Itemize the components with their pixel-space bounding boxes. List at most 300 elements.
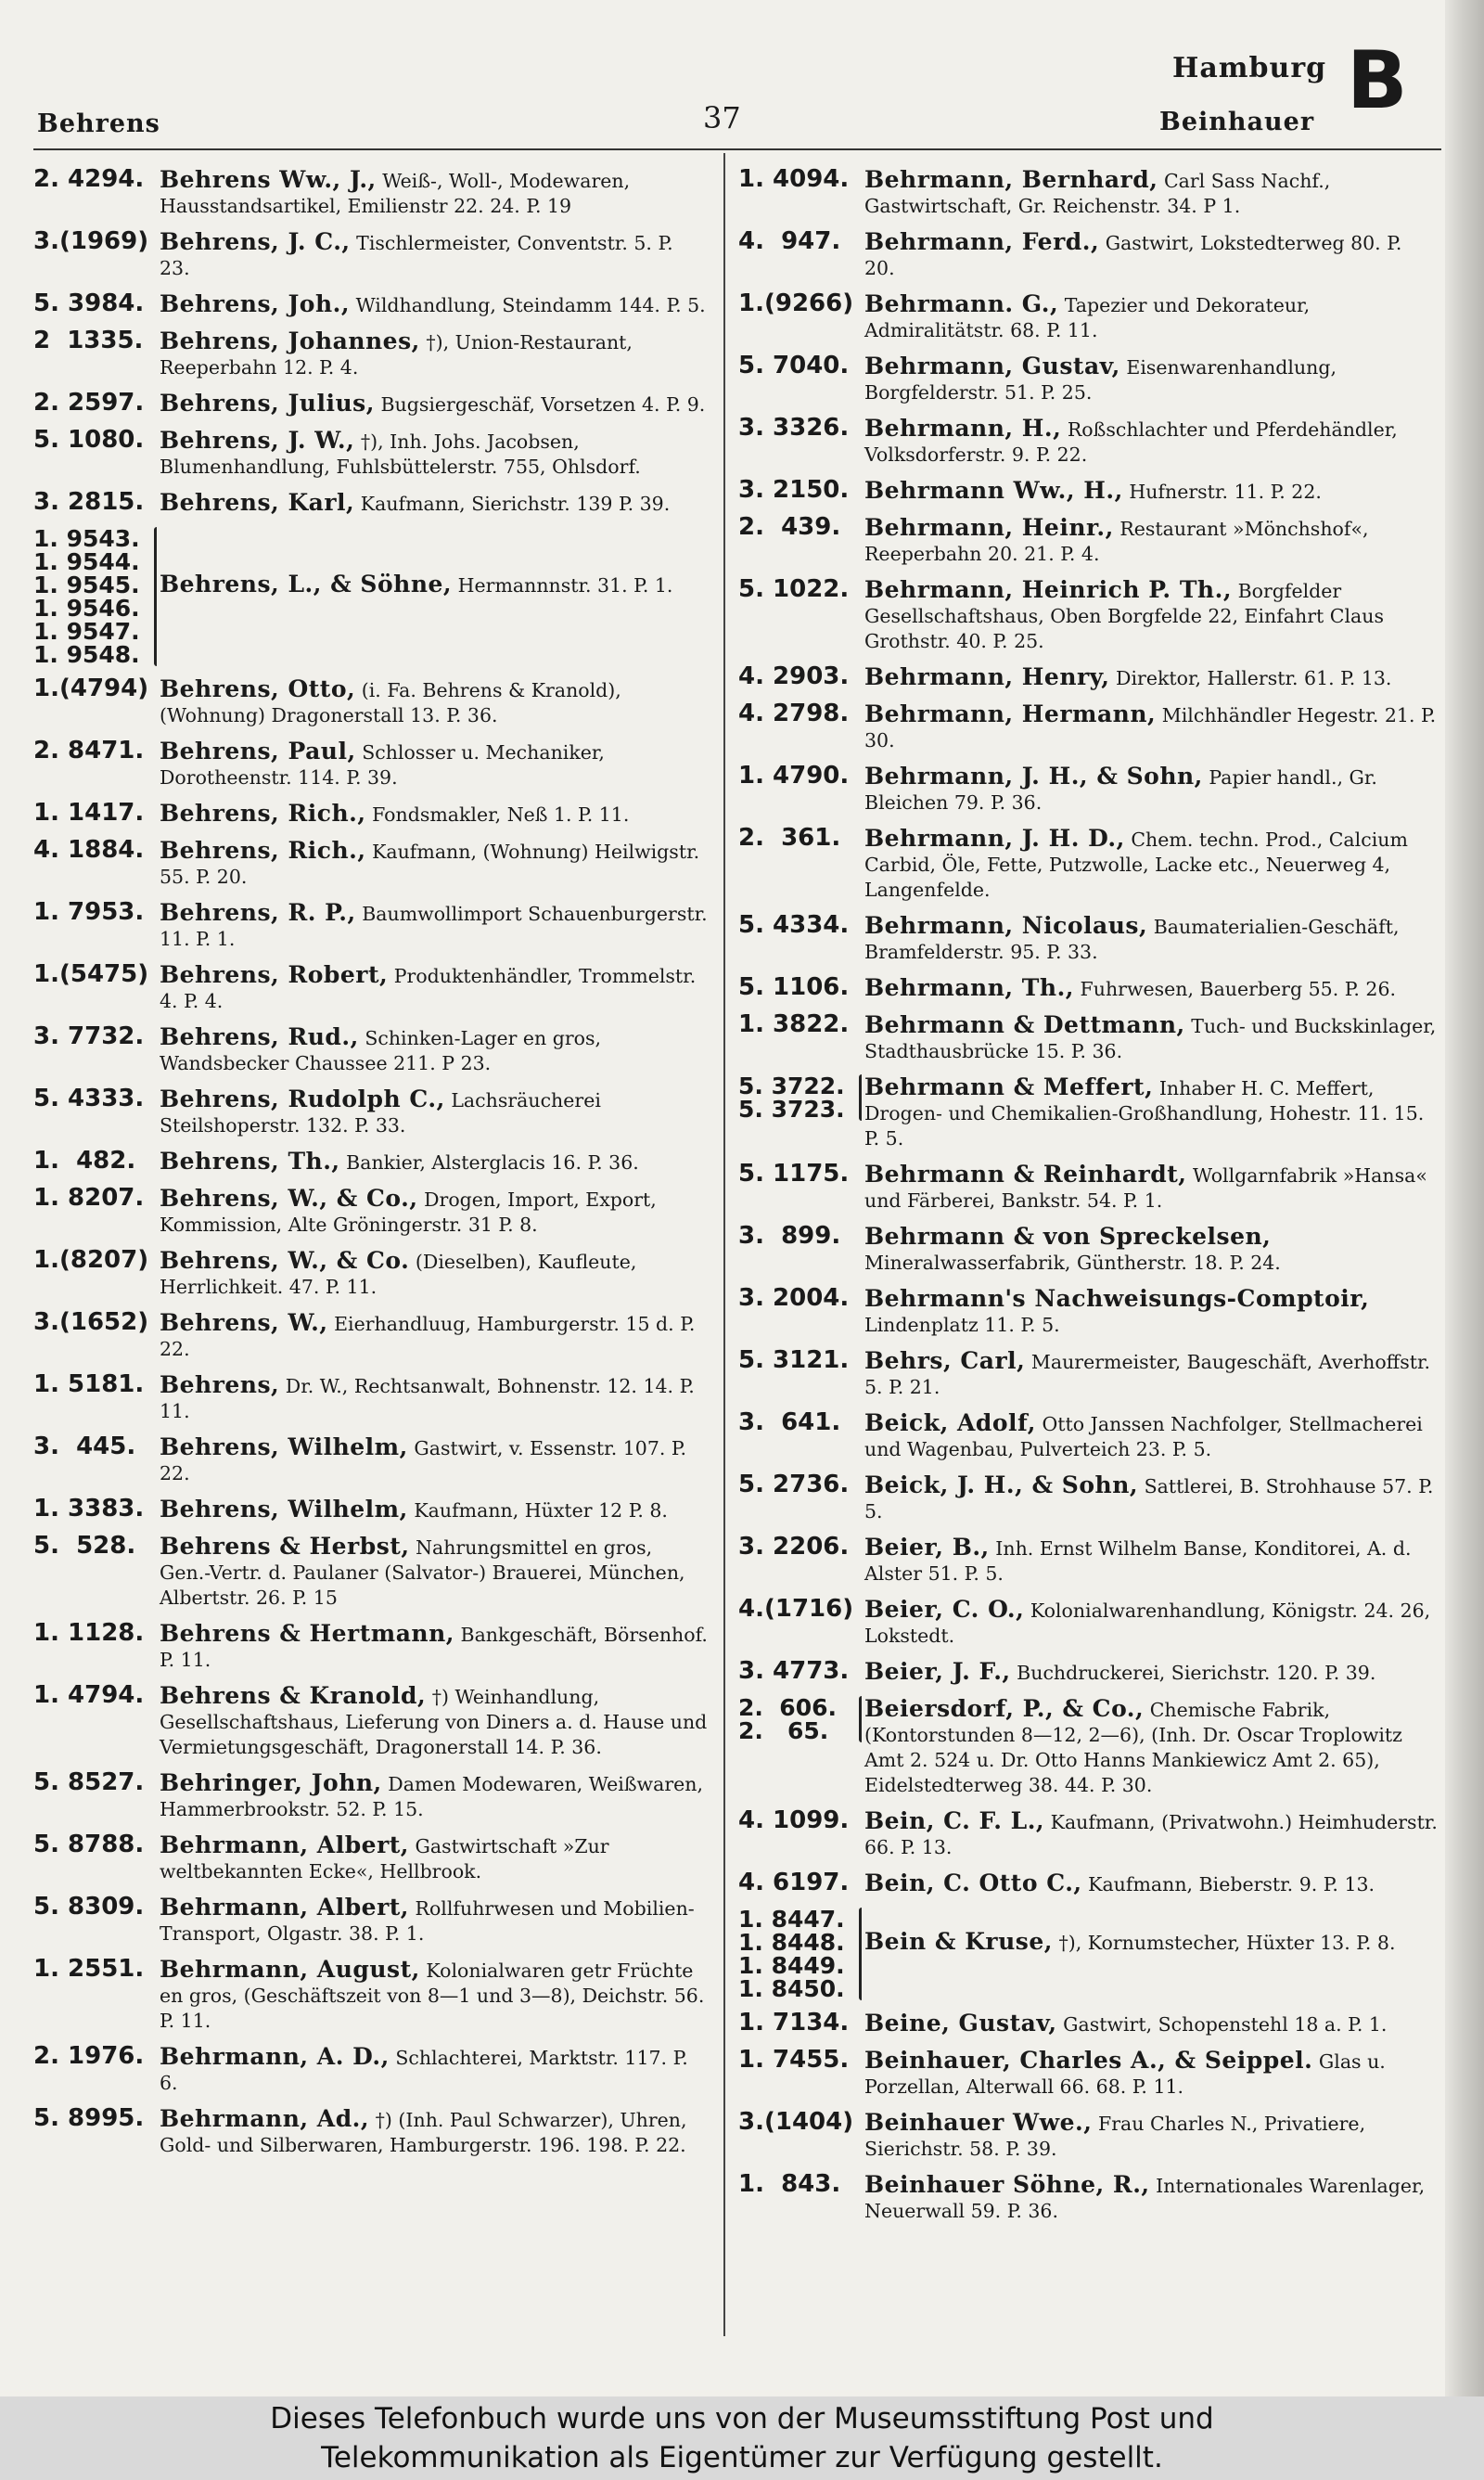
subscriber-name: Behringer, John,	[160, 1769, 382, 1796]
directory-entry	[738, 515, 1438, 567]
subscriber-details: †), Inh. Johs. Jacobsen, Blumenhandlung, Fuhlsbüttelerstr. 755, Ohlsdorf.	[160, 430, 641, 478]
subscriber-details: Kaufmann, Sierichstr. 139 P. 39.	[360, 493, 671, 515]
subscriber-name: Behrmann, Gustav,	[864, 353, 1120, 379]
phone-number-group	[738, 1696, 837, 1742]
phone-number: 1. 9547.	[33, 618, 140, 645]
directory-entry	[738, 1074, 1438, 1151]
entry-text	[864, 1597, 1438, 1649]
phone-number: 2. 4294.	[33, 165, 145, 193]
directory-entry	[738, 764, 1438, 816]
subscriber-name: Behrmann, Hermann,	[864, 700, 1157, 727]
phone-number-group	[738, 1908, 845, 2000]
directory-entry	[33, 676, 709, 728]
entry-text	[160, 838, 709, 890]
subscriber-details: Fuhrwesen, Bauerberg 55. P. 26.	[1080, 978, 1397, 1000]
subscriber-name: Behrens, Rich.,	[160, 837, 366, 864]
phone-number: 5. 8788.	[33, 1831, 145, 1858]
directory-entry	[33, 1621, 709, 1673]
subscriber-details: Buchdruckerei, Sierichstr. 120. P. 39.	[1017, 1662, 1376, 1684]
subscriber-name: Behrens, W.,	[160, 1309, 328, 1336]
phone-number: 4. 947.	[738, 227, 841, 255]
phone-number: 2. 65.	[738, 1717, 829, 1744]
entry-text	[864, 1659, 1438, 1686]
phone-number: 1. 482.	[33, 1147, 136, 1175]
subscriber-name: Behrmann's Nachweisungs-Comptoir,	[864, 1285, 1370, 1312]
directory-entry	[738, 1224, 1438, 1276]
directory-entry	[738, 416, 1438, 468]
entry-text	[160, 1534, 709, 1611]
subscriber-name: Behrmann, Th.,	[864, 974, 1074, 1001]
subscriber-details: Schlachterei, Marktstr. 117. P. 6.	[160, 2047, 688, 2094]
directory-entry	[33, 1086, 709, 1138]
phone-number: 2. 439.	[738, 513, 841, 541]
subscriber-details: Borgfelder Gesellschaftshaus, Oben Borgfelde 22, Einfahrt Claus Grothstr. 40. P. 25.	[864, 580, 1384, 652]
directory-entry	[738, 2011, 1438, 2037]
entry-text	[160, 328, 709, 380]
phone-number: 2 1335.	[33, 327, 144, 354]
phone-number: 3. 2206.	[738, 1533, 850, 1561]
subscriber-details: Tuch- und Buckskinlager, Stadthausbrücke 15. P. 36.	[864, 1015, 1437, 1062]
entry-text	[864, 913, 1438, 965]
subscriber-details: †) (Inh. Paul Schwarzer), Uhren, Gold- und Silberwaren, Hamburgerstr. 196. 198. P. 22.	[160, 2109, 687, 2156]
entry-text	[864, 1224, 1438, 1276]
phone-number: 3. 7732.	[33, 1022, 145, 1050]
subscriber-name: Behrens, Th.,	[160, 1148, 340, 1175]
entry-text	[864, 1808, 1438, 1860]
ownership-notice-banner	[0, 2396, 1484, 2480]
phone-number: 5. 4334.	[738, 911, 850, 939]
phone-number: 5. 528.	[33, 1532, 136, 1560]
directory-entry	[738, 229, 1438, 281]
phone-number: 1.(5475)	[33, 960, 149, 988]
subscriber-name: Beiersdorf, P., & Co.,	[864, 1695, 1145, 1722]
subscriber-name: Behrmann, H.,	[864, 415, 1062, 442]
subscriber-details: Hufnerstr. 11. P. 22.	[1129, 481, 1322, 503]
phone-number: 4. 2798.	[738, 700, 850, 727]
subscriber-name: Beier, B.,	[864, 1534, 990, 1561]
directory-entry	[738, 1908, 1438, 2000]
directory-entry	[33, 838, 709, 890]
directory-entry	[33, 1149, 709, 1176]
phone-number: 1. 7953.	[33, 898, 145, 926]
subscriber-name: Behrens, Rud.,	[160, 1023, 359, 1050]
subscriber-details: Hermannnstr. 31. P. 1.	[457, 574, 673, 597]
entry-text	[864, 515, 1438, 567]
subscriber-name: Behrens, Rudolph C.,	[160, 1086, 445, 1112]
subscriber-details: Direktor, Hallerstr. 61. P. 13.	[1116, 667, 1392, 689]
subscriber-name: Behrmann, August,	[160, 1956, 420, 1983]
entry-text	[864, 1348, 1438, 1400]
directory-entry	[738, 913, 1438, 965]
subscriber-name: Behrens, Otto,	[160, 675, 356, 702]
subscriber-details: Glas u. Porzellan, Alterwall 66. 68. P. 11.	[864, 2050, 1386, 2098]
running-head-left: Behrens	[37, 109, 160, 138]
subscriber-details: Produktenhändler, Trommelstr. 4. P. 4.	[160, 965, 697, 1012]
phone-number: 1. 3822.	[738, 1010, 850, 1038]
phone-number: 5. 1106.	[738, 973, 850, 1001]
subscriber-details: Papier handl., Gr. Bleichen 79. P. 36.	[864, 766, 1377, 814]
subscriber-name: Behrens & Hertmann,	[160, 1620, 454, 1647]
directory-entry	[33, 900, 709, 952]
phone-number: 5. 8995.	[33, 2104, 145, 2132]
subscriber-name: Behrmann, Nicolaus,	[864, 912, 1148, 939]
subscriber-name: Behrens, Julius,	[160, 390, 375, 417]
entry-text	[160, 1024, 709, 1076]
subscriber-name: Behrmann, J. H., & Sohn,	[864, 763, 1203, 790]
entry-text	[160, 1957, 709, 2034]
phone-number: 1. 8448.	[738, 1929, 845, 1956]
subscriber-details: Milchhändler Hegestr. 21. P. 30.	[864, 704, 1437, 752]
entry-text	[864, 1472, 1438, 1524]
subscriber-name: Beinhauer Söhne, R.,	[864, 2171, 1150, 2198]
directory-entry	[738, 478, 1438, 505]
directory-entry	[33, 739, 709, 790]
subscriber-details: Bankier, Alsterglacis 16. P. 36.	[346, 1151, 639, 1174]
entry-text	[160, 1149, 709, 1176]
directory-entry	[738, 1696, 1438, 1798]
phone-number-group	[33, 527, 140, 666]
directory-entry	[33, 1832, 709, 1884]
subscriber-name: Behrens, Wilhelm,	[160, 1496, 408, 1523]
entry-text	[160, 1832, 709, 1884]
subscriber-name: Behrens, Wilhelm,	[160, 1433, 408, 1460]
subscriber-details: Fondsmakler, Neß 1. P. 11.	[372, 803, 630, 826]
subscriber-details: Tischlermeister, Conventstr. 5. P. 23.	[160, 232, 673, 279]
phone-number: 2. 606.	[738, 1694, 837, 1721]
phone-number: 4. 2903.	[738, 662, 850, 690]
directory-entry	[33, 527, 709, 666]
running-head-city: Hamburg	[1172, 52, 1327, 84]
subscriber-name: Beick, J. H., & Sohn,	[864, 1471, 1139, 1498]
entry-text	[864, 1410, 1438, 1462]
directory-entry	[33, 1310, 709, 1362]
subscriber-details: Drogen, Import, Export, Kommission, Alte Gröningerstr. 31 P. 8.	[160, 1189, 657, 1236]
subscriber-details: Lachsräucherei Steilshoperstr. 132. P. 33.	[160, 1089, 601, 1137]
directory-entry	[33, 1186, 709, 1238]
entry-text	[864, 2011, 1438, 2037]
entry-text	[864, 1286, 1438, 1338]
subscriber-details: Internationales Warenlager, Neuerwall 59. P. 36.	[864, 2175, 1426, 2222]
subscriber-details: †), Kornumstecher, Hüxter 13. P. 8.	[1058, 1932, 1396, 1954]
phone-number: 1. 8447.	[738, 1906, 845, 1933]
directory-entry	[738, 1535, 1438, 1587]
subscriber-details: Damen Modewaren, Weißwaren, Hammerbrookstr. 52. P. 15.	[160, 1773, 703, 1820]
subscriber-name: Behrens, W., & Co.	[160, 1247, 410, 1274]
entry-text	[864, 1870, 1438, 1897]
phone-number: 3. 2004.	[738, 1284, 850, 1312]
entry-text	[160, 1621, 709, 1673]
entry-text	[160, 490, 709, 517]
subscriber-details: Wildhandlung, Steindamm 144. P. 5.	[355, 294, 706, 316]
phone-number: 1. 9544.	[33, 548, 140, 575]
subscriber-name: Behrmann & von Spreckelsen,	[864, 1223, 1272, 1250]
entry-text	[160, 1086, 709, 1138]
phone-number: 1. 9548.	[33, 641, 140, 668]
entry-text	[160, 676, 709, 728]
subscriber-details: Kaufmann, Bieberstr. 9. P. 13.	[1088, 1873, 1375, 1895]
subscriber-details: Mineralwasserfabrik, Güntherstr. 18. P. 24.	[864, 1252, 1281, 1274]
directory-entry	[738, 1659, 1438, 1686]
notice-line-2: Telekommunikation als Eigentümer zur Verfügung gestellt.	[321, 2441, 1163, 2474]
subscriber-name: Behrmann Ww., H.,	[864, 477, 1123, 504]
subscriber-details: Gastwirt, Lokstedterweg 80. P. 20.	[864, 232, 1402, 279]
phone-number: 1. 843.	[738, 2170, 841, 2198]
entry-text	[160, 2106, 709, 2158]
subscriber-name: Beinhauer, Charles A., & Seippel.	[864, 2047, 1313, 2074]
subscriber-details: Kaufmann, Hüxter 12 P. 8.	[414, 1499, 668, 1522]
directory-entry	[738, 353, 1438, 405]
entry-text	[160, 801, 709, 828]
subscriber-details: Dr. W., Rechtsanwalt, Bohnenstr. 12. 14. P. 11.	[160, 1375, 695, 1422]
phone-number: 1. 4790.	[738, 762, 850, 790]
subscriber-details: Otto Janssen Nachfolger, Stellmacherei und Wagenbau, Pulverteich 23. P. 5.	[864, 1413, 1423, 1460]
directory-entry	[738, 664, 1438, 691]
subscriber-name: Behrens, R. P.,	[160, 899, 356, 926]
directory-entry	[33, 2106, 709, 2158]
directory-entry	[33, 1534, 709, 1611]
subscriber-details: Bankgeschäft, Börsenhof. P. 11.	[160, 1624, 708, 1671]
subscriber-name: Behrens, Joh.,	[160, 290, 351, 317]
subscriber-name: Beinhauer Wwe.,	[864, 2109, 1093, 2136]
subscriber-name: Behrmann, Bernhard,	[864, 166, 1158, 193]
subscriber-name: Beick, Adolf,	[864, 1409, 1036, 1436]
left-column	[33, 167, 709, 2168]
entry-text	[160, 291, 709, 318]
subscriber-name: Behrmann, A. D.,	[160, 2043, 390, 2070]
phone-number: 1. 8450.	[738, 1975, 845, 2002]
phone-number: 1. 7134.	[738, 2009, 850, 2037]
phone-number: 1. 1128.	[33, 1619, 145, 1647]
phone-number: 5. 7040.	[738, 352, 850, 379]
entry-text	[160, 1310, 709, 1362]
subscriber-name: Behrmann & Dettmann,	[864, 1011, 1185, 1038]
phone-number: 1.(8207)	[33, 1246, 149, 1274]
phone-number-group	[738, 1074, 845, 1121]
subscriber-name: Behrens, Rich.,	[160, 800, 366, 827]
phone-number: 2. 2597.	[33, 389, 145, 417]
phone-number: 2. 361.	[738, 824, 841, 852]
number-bracket	[859, 1696, 862, 1742]
subscriber-details: (i. Fa. Behrens & Kranold), (Wohnung) Dragonerstall 13. P. 36.	[160, 679, 621, 726]
phone-number: 3.(1969)	[33, 227, 149, 255]
subscriber-name: Behrens, J. W.,	[160, 427, 355, 454]
subscriber-details: Kolonialwaren getr Früchte en gros, (Geschäftszeit von 8—1 und 3—8), Deichstr. 56. P. 11.	[160, 1960, 705, 2032]
phone-number: 1. 5181.	[33, 1370, 145, 1398]
entry-text	[160, 1770, 709, 1822]
entry-text	[160, 2044, 709, 2096]
directory-entry	[738, 1012, 1438, 1064]
entry-text	[864, 577, 1438, 654]
subscriber-details: Frau Charles N., Privatiere, Sierichstr. 58. P. 39.	[864, 2113, 1366, 2160]
entry-text	[864, 478, 1438, 505]
directory-entry	[738, 1870, 1438, 1897]
subscriber-details: Inh. Ernst Wilhelm Banse, Konditorei, A. d. Alster 51. P. 5.	[864, 1537, 1412, 1585]
directory-entry	[33, 1024, 709, 1076]
directory-entry	[33, 1497, 709, 1523]
subscriber-name: Behrens, L., & Söhne,	[160, 571, 453, 598]
directory-entry	[33, 1683, 709, 1760]
phone-number: 5. 8309.	[33, 1893, 145, 1921]
subscriber-details: Chemische Fabrik, (Kontorstunden 8—12, 2—6), (Inh. Dr. Oscar Troplowitz Amt 2. 524 u. Dr. Otto Hanns Mankiewicz Amt 2. 65), Eidelstedterweg 38. 44. P. 30.	[864, 1699, 1402, 1796]
directory-entry	[738, 975, 1438, 1002]
directory-entry	[33, 1895, 709, 1947]
phone-number: 1. 8207.	[33, 1184, 145, 1212]
directory-entry	[33, 167, 709, 219]
subscriber-name: Behrs, Carl,	[864, 1347, 1026, 1374]
subscriber-name: Behrmann, Heinrich P. Th.,	[864, 576, 1233, 603]
subscriber-details: Maurermeister, Baugeschäft, Averhoffstr. 5. P. 21.	[864, 1351, 1431, 1398]
subscriber-details: Eierhandluug, Hamburgerstr. 15 d. P. 22.	[160, 1313, 696, 1360]
subscriber-details: Chem. techn. Prod., Calcium Carbid, Öle, Fette, Putzwolle, Lacke etc., Neuerweg 4, Langenfelde.	[864, 829, 1408, 901]
entry-text	[160, 900, 709, 952]
subscriber-name: Bein & Kruse,	[864, 1928, 1053, 1955]
phone-number: 5. 3121.	[738, 1346, 850, 1374]
entry-text	[864, 1012, 1438, 1064]
entry-text	[160, 1248, 709, 1300]
entry-text	[864, 1074, 1438, 1151]
directory-entry	[738, 2048, 1438, 2100]
subscriber-name: Behrmann, Heinr.,	[864, 514, 1114, 541]
directory-entry	[738, 167, 1438, 219]
entry-text	[864, 2172, 1438, 2224]
phone-number: 5. 1080.	[33, 426, 145, 454]
phone-number: 3. 2150.	[738, 476, 850, 504]
subscriber-details: Kaufmann, (Privatwohn.) Heimhuderstr. 66. P. 13.	[864, 1811, 1438, 1858]
subscriber-name: Behrmann, Henry,	[864, 663, 1110, 690]
directory-entry	[33, 2044, 709, 2096]
entry-text	[864, 764, 1438, 816]
subscriber-details: Nahrungsmittel en gros, Gen.-Vertr. d. Paulaner (Salvator-) Brauerei, München, Albertstr. 26. P. 15	[160, 1536, 685, 1609]
subscriber-details: †) Weinhandlung, Gesellschaftshaus, Lieferung von Diners a. d. Hause und Vermietungsgeschäft, Dragonerstall 14. P. 36.	[160, 1686, 708, 1758]
phone-number: 4. 1099.	[738, 1806, 850, 1834]
entry-text	[160, 1372, 709, 1424]
directory-entry	[738, 577, 1438, 654]
phone-number: 1. 9545.	[33, 572, 140, 598]
subscriber-details: Restaurant »Mönchshof«, Reeperbahn 20. 21. P. 4.	[864, 518, 1369, 565]
entry-text	[864, 291, 1438, 343]
directory-entry	[33, 962, 709, 1014]
subscriber-details: Schinken-Lager en gros, Wandsbecker Chaussee 211. P 23.	[160, 1027, 602, 1074]
directory-entry	[33, 1248, 709, 1300]
directory-entry	[33, 328, 709, 380]
subscriber-details: Gastwirtschaft »Zur weltbekannten Ecke«, Hellbrook.	[160, 1835, 609, 1882]
entry-text	[160, 1434, 709, 1486]
phone-number: 1.(4794)	[33, 675, 149, 702]
subscriber-details: Gastwirt, Schopenstehl 18 a. P. 1.	[1063, 2013, 1388, 2036]
directory-entry	[33, 1372, 709, 1424]
directory-entry	[738, 1348, 1438, 1400]
subscriber-details: Eisenwarenhandlung, Borgfelderstr. 51. P. 25.	[864, 356, 1337, 404]
phone-number: 3. 4773.	[738, 1657, 850, 1685]
subscriber-name: Behrens & Kranold,	[160, 1682, 427, 1709]
subscriber-details: Rollfuhrwesen und Mobilien-Transport, Olgastr. 38. P. 1.	[160, 1897, 695, 1945]
phone-number: 3. 3326.	[738, 414, 850, 442]
subscriber-name: Behrmann & Reinhardt,	[864, 1161, 1187, 1188]
subscriber-details: Kolonialwarenhandlung, Königstr. 24. 26, Lokstedt.	[864, 1600, 1431, 1647]
subscriber-details: Carl Sass Nachf., Gastwirtschaft, Gr. Reichenstr. 34. P 1.	[864, 170, 1331, 217]
entry-text	[864, 1162, 1438, 1214]
subscriber-name: Behrens, Robert,	[160, 961, 389, 988]
number-bracket	[859, 1074, 862, 1121]
subscriber-name: Behrmann & Meffert,	[864, 1073, 1154, 1100]
phone-number: 3. 2815.	[33, 488, 145, 516]
subscriber-name: Behrens, J. C.,	[160, 228, 351, 255]
number-bracket	[154, 527, 157, 666]
subscriber-name: Behrens Ww., J.,	[160, 166, 377, 193]
subscriber-details: Kaufmann, (Wohnung) Heilwigstr. 55. P. 20.	[160, 841, 700, 888]
subscriber-name: Bein, C. F. L.,	[864, 1807, 1045, 1834]
entry-text	[864, 416, 1438, 468]
directory-entry	[33, 291, 709, 318]
entry-text	[864, 664, 1438, 691]
subscriber-details: †), Union-Restaurant, Reeperbahn 12. P. 4.	[160, 331, 633, 379]
directory-entry	[738, 291, 1438, 343]
phone-number: 2. 8471.	[33, 737, 145, 765]
entry-text	[864, 1696, 1438, 1798]
entry-text	[160, 739, 709, 790]
subscriber-details: Lindenplatz 11. P. 5.	[864, 1314, 1060, 1336]
directory-entry	[33, 391, 709, 418]
directory-entry	[33, 428, 709, 480]
subscriber-details: Roßschlachter und Pferdehändler, Volksdorferstr. 9. P. 22.	[864, 418, 1398, 466]
subscriber-details: (Dieselben), Kaufleute, Herrlichkeit. 47. P. 11.	[160, 1251, 637, 1298]
subscriber-name: Bein, C. Otto C.,	[864, 1870, 1082, 1896]
entry-text	[864, 167, 1438, 219]
entry-text	[864, 353, 1438, 405]
phone-number: 1. 4094.	[738, 165, 850, 193]
phone-number: 2. 1976.	[33, 2042, 145, 2070]
entry-text	[160, 229, 709, 281]
entry-text	[864, 826, 1438, 903]
page-number: 37	[703, 100, 741, 135]
subscriber-name: Behrens & Herbst,	[160, 1533, 410, 1560]
entry-text	[160, 167, 709, 219]
directory-entry	[738, 1808, 1438, 1860]
phone-number: 5. 2736.	[738, 1471, 850, 1498]
phone-number: 5. 8527.	[33, 1768, 145, 1796]
subscriber-name: Behrmann, Ad.,	[160, 2105, 370, 2132]
running-head-right: Beinhauer	[1159, 108, 1315, 136]
entry-text	[160, 962, 709, 1014]
subscriber-name: Beier, C. O.,	[864, 1596, 1025, 1623]
directory-entry	[33, 801, 709, 828]
subscriber-details: Baumaterialien-Geschäft, Bramfelderstr. 95. P. 33.	[864, 916, 1400, 963]
entry-text	[864, 975, 1438, 1002]
entry-text	[160, 1895, 709, 1947]
phone-number: 4. 1884.	[33, 836, 145, 864]
subscriber-name: Behrmann, Ferd.,	[864, 228, 1100, 255]
phone-number: 1. 2551.	[33, 1955, 145, 1983]
directory-entry	[738, 1597, 1438, 1649]
subscriber-details: Bugsiergeschäf, Vorsetzen 4. P. 9.	[380, 393, 706, 416]
directory-entry	[738, 826, 1438, 903]
directory-entry	[738, 1286, 1438, 1338]
phone-number: 1. 3383.	[33, 1495, 145, 1523]
subscriber-details: Wollgarnfabrik »Hansa« und Färberei, Bankstr. 54. P. 1.	[864, 1164, 1427, 1212]
notice-line-1: Dieses Telefonbuch wurde uns von der Museumsstiftung Post und	[270, 2402, 1214, 2435]
right-column	[738, 167, 1438, 2234]
phone-number: 4.(1716)	[738, 1595, 854, 1623]
entry-text	[160, 1186, 709, 1238]
subscriber-name: Behrmann, Albert,	[160, 1831, 409, 1858]
directory-entry	[738, 2172, 1438, 2224]
subscriber-name: Beier, J. F.,	[864, 1658, 1011, 1685]
phone-number: 1. 7455.	[738, 2046, 850, 2074]
phone-number: 1.(9266)	[738, 289, 854, 317]
phone-number: 5. 3723.	[738, 1096, 845, 1123]
subscriber-details: Baumwollimport Schauenburgerstr. 11. P. 1.	[160, 903, 708, 950]
phone-number: 3. 445.	[33, 1433, 136, 1460]
